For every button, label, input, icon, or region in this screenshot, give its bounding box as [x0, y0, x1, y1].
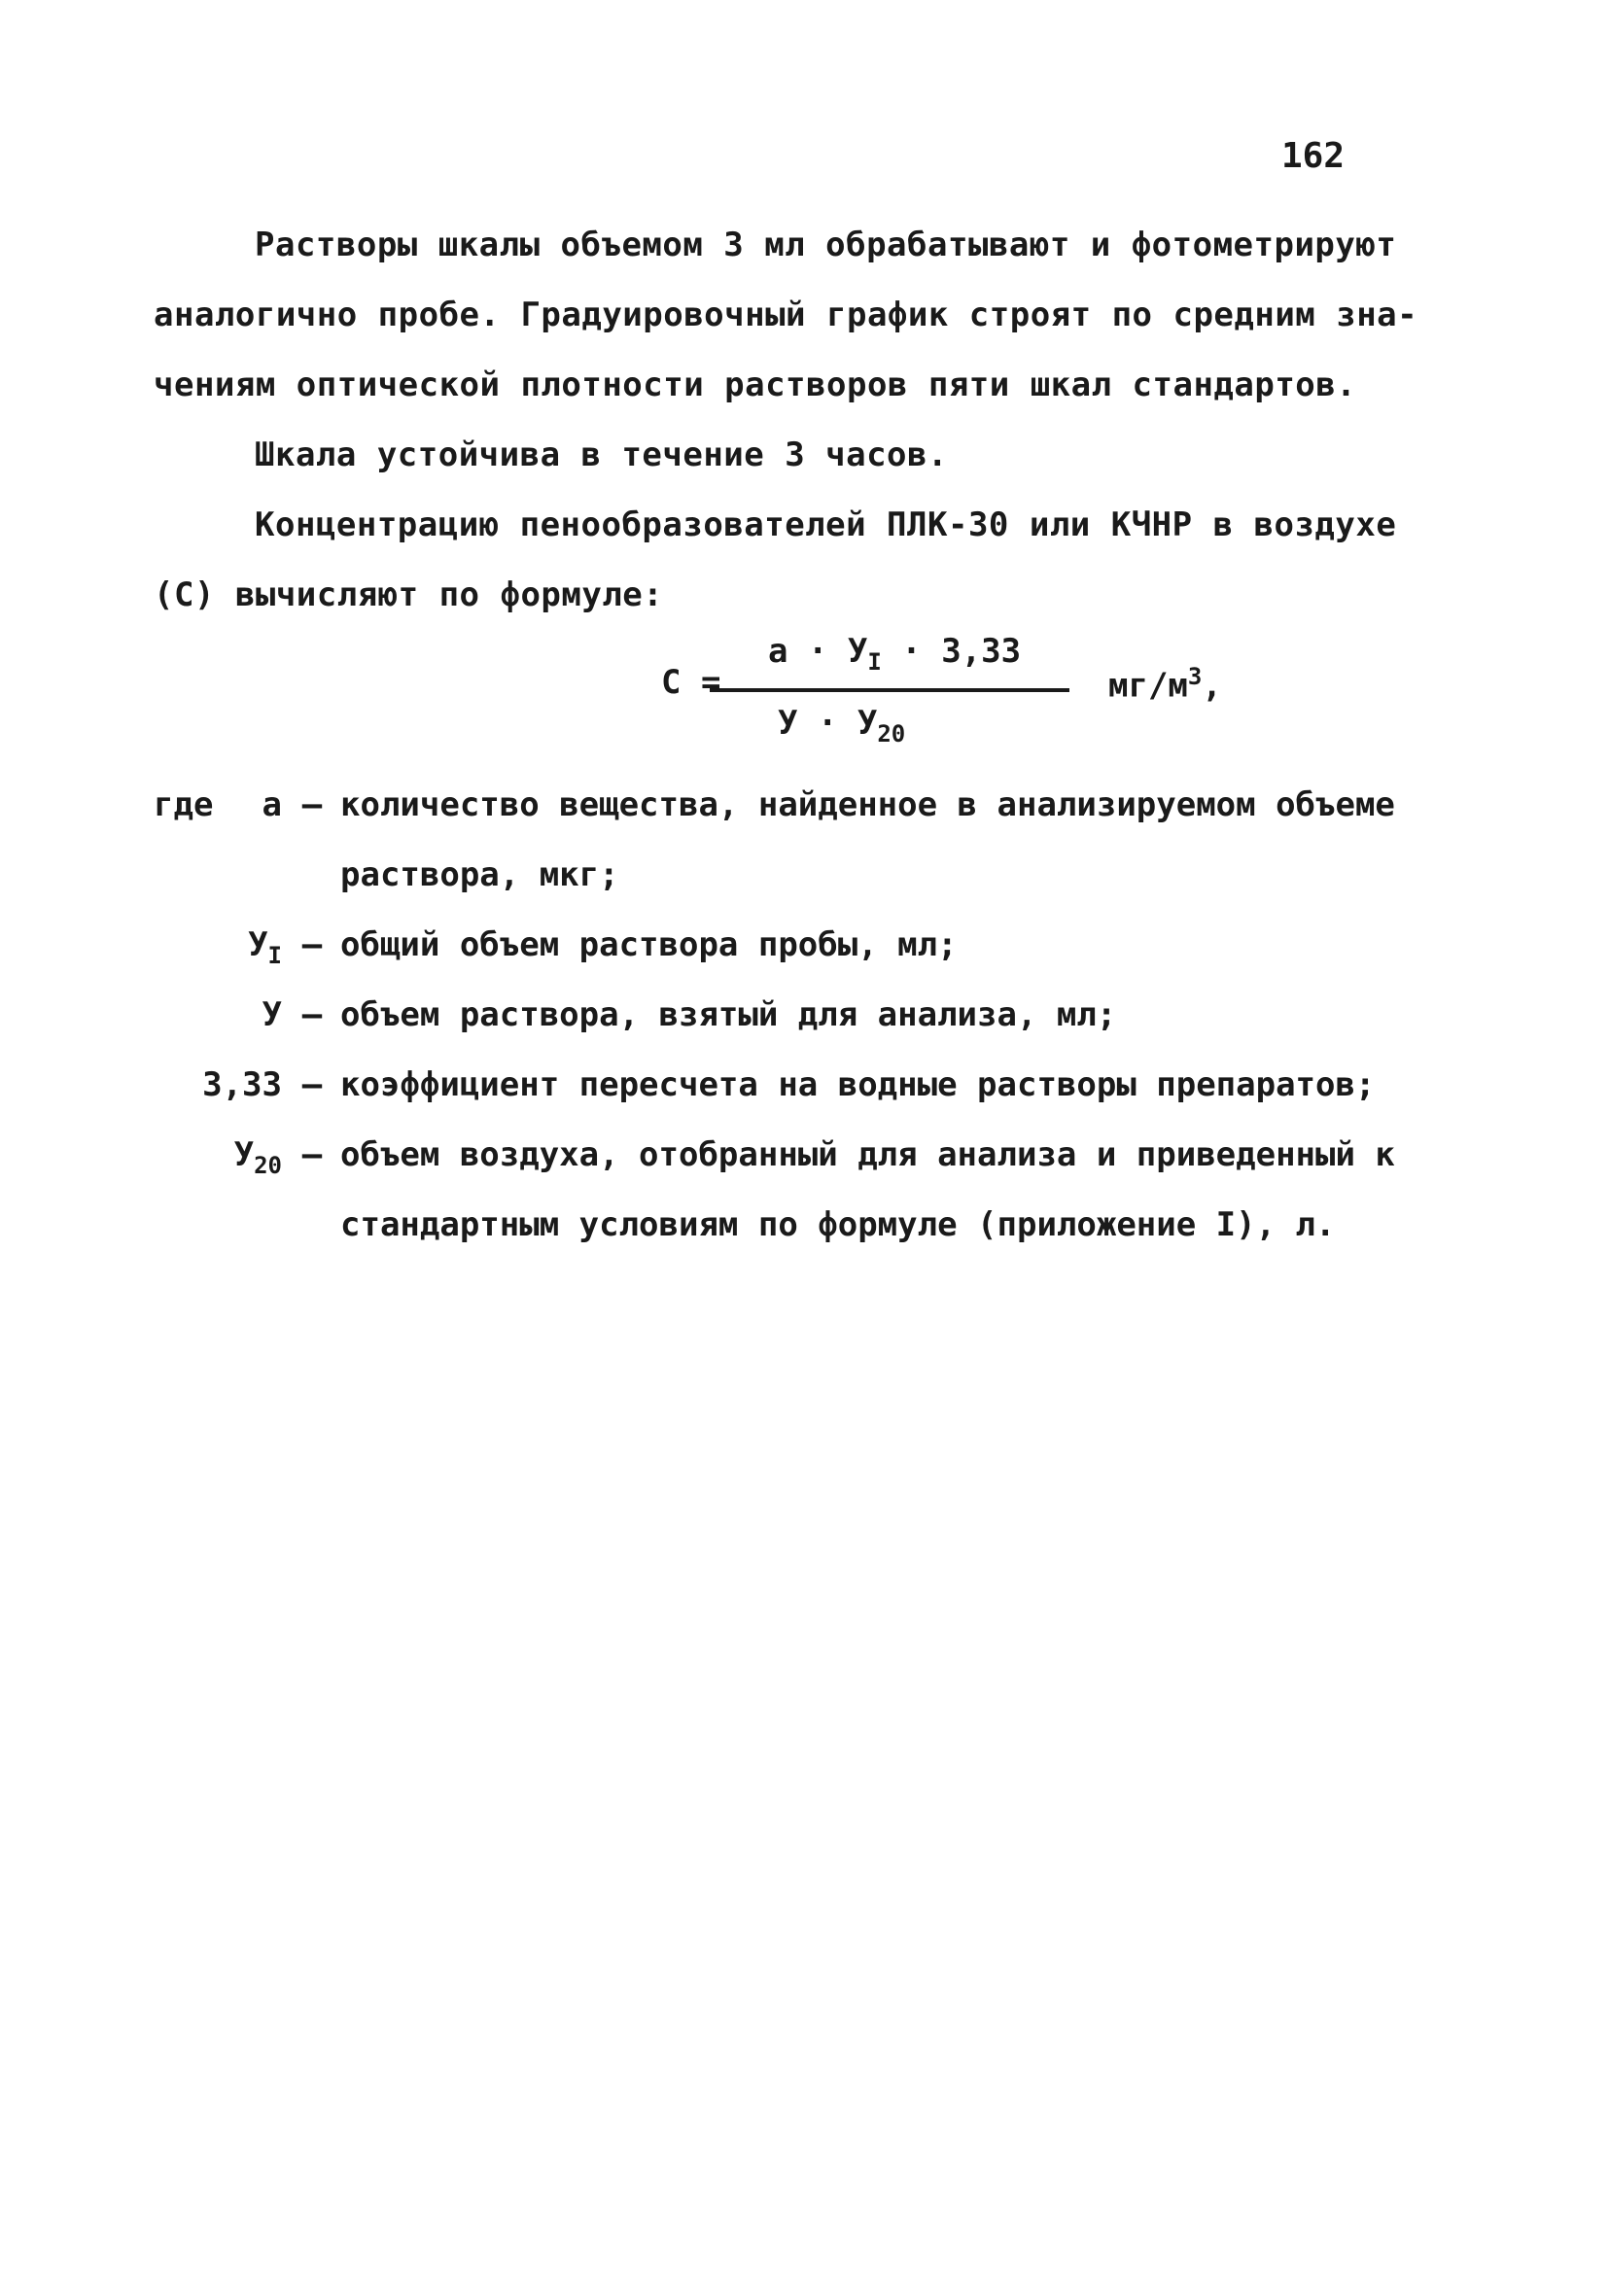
page-number: 162: [1281, 136, 1346, 176]
paragraph-line: Концентрацию пенообразователей ПЛК-30 или КЧНР в воздухе: [255, 505, 1397, 544]
paragraph-line: Растворы шкалы объемом 3 мл обрабатывают и фотометрируют: [255, 226, 1397, 264]
document-page: 162 Растворы шкалы объемом 3 мл обрабатывают и фотометрируют аналогично пробе. Градуировочный график строят по средним зна- чениям оптической плотности растворов пяти шкал стандартов. Шкала устойчива в течение 3 часов. Концентрацию пенообразователей ПЛК-30 или КЧНР в воздухе (С) вычисляют по формуле: С = $а \cdot У_I \cdot 3,33$ $У \cdot У_{20}$ $мг/м^3$, где а – количество вещества, найденное в анализируемом объеме раствора, мкг; $У_I$ – общий объем раствора пробы, мл; У – объем раствора, взятый для анализа, мл; 3,33 – коэффициент пересчета на водные растворы препаратов; $У_{20}$ – объем воздуха, отобранный для анализа и приведенный к стандартным условиям по формуле (приложение I), л.: [154, 136, 1418, 1244]
concentration-formula: [661, 622, 1283, 768]
formula-denominator: $У \cdot У_{20}$: [778, 704, 906, 748]
paragraph-line: Шкала устойчива в течение 3 часов.: [255, 435, 948, 474]
definitions-intro: где: [154, 785, 214, 824]
paragraph-line: аналогично пробе. Градуировочный график строят по средним зна-: [154, 296, 1418, 334]
paragraph-line: чениям оптической плотности растворов пяти шкал стандартов.: [154, 365, 1357, 404]
formula-lhs: С =: [661, 663, 721, 702]
paragraph-line: (С) вычисляют по формуле:: [154, 575, 664, 614]
formula-numerator: $а \cdot У_I \cdot 3,33$: [768, 632, 1022, 676]
formula-unit: $мг/м^3$,: [1108, 663, 1222, 706]
fraction-bar: [710, 688, 1069, 692]
